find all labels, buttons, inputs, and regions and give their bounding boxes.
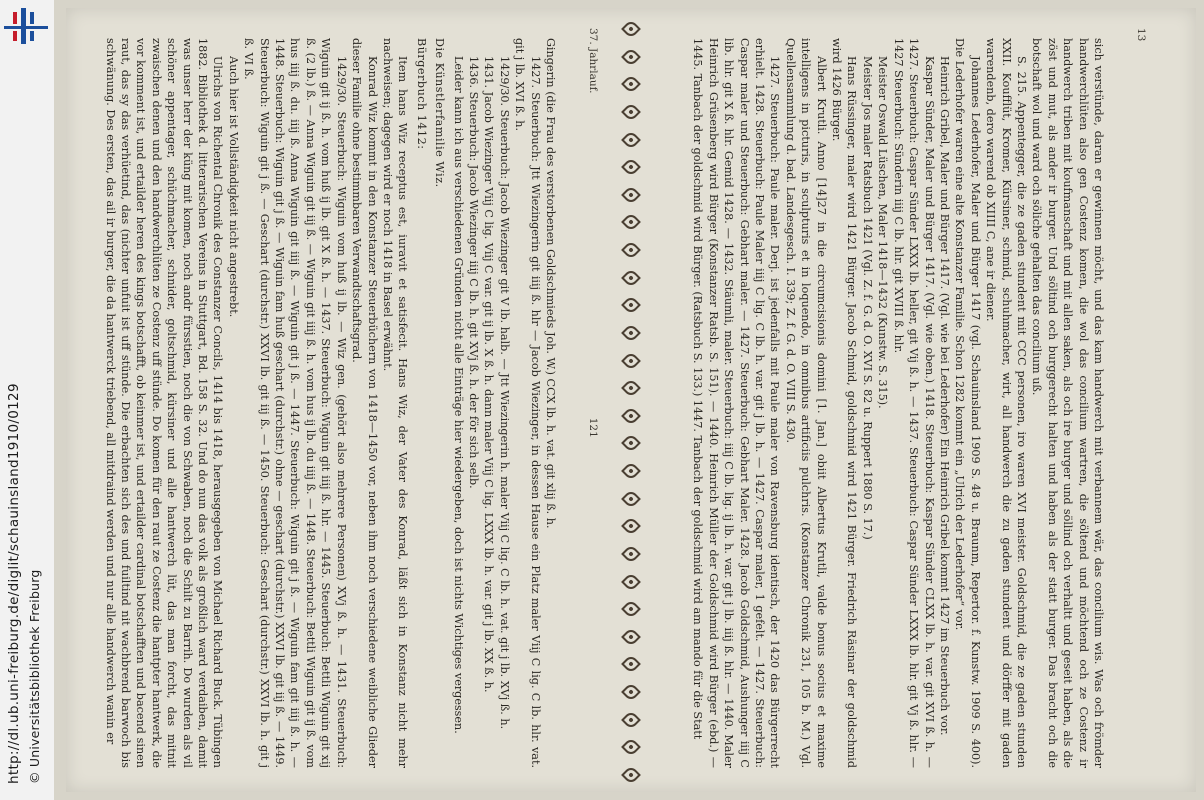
copyright-text: © Universitätsbibliothek Freiburg bbox=[27, 569, 42, 784]
paragraph: Konrad Wiz kommt in den Konstanzer Steuerbüchern von 1418—1450 vor, neben ihm noch verschiedene weibliche Glieder dieser Familie ohne bestimmbaren Verwandtschaftsgrad. bbox=[350, 38, 379, 768]
ornament-icon bbox=[621, 323, 641, 343]
ornament-icon bbox=[621, 572, 641, 592]
university-logo-icon bbox=[4, 6, 48, 50]
ornament-icon bbox=[621, 544, 641, 564]
right-page-number: 13 bbox=[1134, 28, 1147, 42]
subheading: Bürgerbuch 1412: bbox=[414, 38, 428, 150]
right-page-header bbox=[1118, 8, 1162, 792]
paragraph: Albert Krutli. Anno [14]27 in die circumcisionis domini [1. Jan.] obiit Albertus Krutli, valde bonus socius et maxime intelligens in picturis, in sculpturis et in loquendo, in omnibus artificiis pulchris. (Konstanzer Chronik 231, 105 b. M.) Vgl. Quellensammlung d. bad. Landesgesch. I. 339; Z. f. G. d. O. VIII S. 430. bbox=[783, 38, 828, 768]
ornament-icon bbox=[621, 157, 641, 177]
ornament-icon bbox=[621, 654, 641, 674]
paragraph: sich verstünde, daran er gewinnen möcht, und das kam handwerch mit verbannem wär, das concilium wis. Was och frömder handwerchlüten also gen Costenz komen, die wol das concilium wartren, die söltend und möchtend och ze Costenz ir handwerch triben mit koufmanschaft und mit allen saken, als och ire burger und söllind och verhaltt und geseit haben, als die zöst und mut, als ander ir burger. Und söltind och burggerecht halten und haben als der statt burger. Das bracht och die botschaft wol und ward och söliche gehalten das concilium uß. bbox=[1030, 38, 1105, 768]
ornament-icon bbox=[621, 378, 641, 398]
ornament-icon bbox=[621, 185, 641, 205]
ornament-icon bbox=[621, 102, 641, 122]
ornament-icon bbox=[621, 406, 641, 426]
right-page-rotated-content bbox=[690, 8, 1162, 792]
paragraph: 1429/30. Steuerbuch: Jacob Wiezinger git V lb. halb. — Jtt Wiezingerin h. maler Viij C lig. C lb. h. vat. git j lb. XVj ß. h. bbox=[497, 56, 511, 730]
paragraph: Leider kann ich aus verschiedenen Gründen nicht alle Einträge hier wiedergeben, doch ist nichts Wichtiges vergessen. bbox=[451, 56, 465, 734]
paragraph: Auch hier ist Vollständigkeit nicht angestrebt. bbox=[226, 56, 240, 318]
left-page-header bbox=[570, 8, 614, 792]
paragraph: Gingerin (die Frau des verstorbenen Goldschmieds Joh. W.) CCX lb. h. vat. git xlij ß. h. bbox=[544, 38, 557, 529]
source-url-link[interactable]: http://dl.ub.uni-freiburg.de/diglit/schauinsland1910/0129 bbox=[6, 383, 22, 784]
paragraph: Meister Oswald Lüschen, Maler 1418—1432 (Kunstw. S. 315). bbox=[876, 56, 890, 409]
ornament-icon bbox=[621, 47, 641, 67]
ornament-icon bbox=[621, 737, 641, 757]
left-page-number: 121 bbox=[586, 417, 599, 438]
section-heading: Die Künstlerfamilie Wiz. bbox=[433, 38, 447, 188]
left-page-rotated-content bbox=[102, 8, 614, 792]
paragraph: Heinrich Gribel, Maler und Bürger 1417. (Vgl. wie bei Lederhofer) Ein Heinrich Gribel kommt 1427 im Steuerbuch vor. bbox=[937, 56, 951, 736]
left-page-text bbox=[102, 8, 570, 792]
ornament-icon bbox=[621, 489, 641, 509]
ornament-icon bbox=[621, 295, 641, 315]
paragraph: Hans Rüssinger, maler wird 1421 Bürger. Jacob Schmid, goldschmid wird 1421 Bürger. Friedrich Räsinar der goldschmid wird 1426 Bürger. bbox=[830, 38, 859, 768]
ornament-icon bbox=[621, 710, 641, 730]
ornament-icon bbox=[621, 130, 641, 150]
ornament-icon bbox=[621, 74, 641, 94]
ornament-icon bbox=[621, 516, 641, 536]
paragraph: Kaspar Sünder, Maler und Bürger 1417. (Vgl. wie oben.) 1418. Steuerbuch: Kaspar Sünder CLXX lb. h. var. git XVI ß. h. — 1427. Steuerbuch: Caspar Sünder LXXX lb. heller, git Vij ß. h. — 1437. Steuerbuch: Caspar Sünder LXXX lb. hlr. git Vj ß. hlr. — 1427 Steuerbuch: Sünderin iiij C lb. hlr. git XVIII ß. hlr. bbox=[891, 38, 936, 768]
left-page bbox=[102, 8, 614, 792]
ornament-icon bbox=[621, 433, 641, 453]
ornament-icon bbox=[621, 599, 641, 619]
ornament-icon bbox=[621, 240, 641, 260]
ornament-icon bbox=[621, 268, 641, 288]
ornament-icon bbox=[621, 212, 641, 232]
ornament-icon bbox=[621, 627, 641, 647]
ornament-icon bbox=[621, 765, 641, 785]
paragraph: 1431. Jacob Wiezinger Viij C lig. Viij C var. git ij lb. X ß. h. dann maler Viij C lig. LXXX lb. h. var. git j lb. XX ß. h. bbox=[482, 56, 496, 693]
right-page-text bbox=[690, 8, 1118, 792]
ornamental-gutter-border bbox=[620, 22, 642, 782]
ornament-icon bbox=[621, 461, 641, 481]
paragraph: Ulrichs von Richental Chronik des Constanzer Concils, 1414 bis 1418, herausgegeben von Michael Richard Buck. Tübingen 1882. Bibliothek d. litterarischen Vereins in Stuttgart, Bd. 158 S. 32. Und do nun das volk als großlich ward verdaiben, damit was unser herr der küng mit komen, noch andr fürsstien, noch die von Schwaben, noch die Schilt zu Barrih. Do wurden als vil schöner appentager, schüchmacher, schnider, goltschmid, kürsiner und alle hantwerch lüt, das man forcht, das mitnit zwaischen denen und den handwerchlüten ze Costenz uff stünde. Do komen für den raut ze Costenz die hantpter hantwerk, die vor komment ist, und ertailder heren des kings botschafft, ob keinmer ist, und ertailder cardinal botschafften und bacend sinen raut, das sy das verhüetind, das (nichter unfuit ist uff stünde. Die erbachten sich des und fuiltind nit wachbrend barwoch bis schwänung. Des ersten, das ail ir burger, die da hantwerck triebend, all mitdraind werden und nur alle handwerch wanin er bbox=[103, 38, 225, 768]
book-spread bbox=[66, 8, 1196, 792]
paragraph: 1427. Steuerbuch: Jtt Wiezingerin git iiij ß. hlr — Jacob Wiezinger, in dessen Hause ein Platz maler Viij C lig. C lb. hlr. vat. git j lb. XVI ß. h. bbox=[513, 38, 542, 768]
paragraph: S. 215. Appentegger, die ze gaden stundent mit CCC personen, iro waren XVI meister. Goldschmid, die ze gaden stunden XXII. Koufflüt, Kromer, Kürsiner, schmid, schuhmacher, wirt, all handwerch die zu gaden stundent und dörffer mit gaden warendenb, dero warend ob XIIII C, ane ir diener. bbox=[984, 38, 1028, 768]
ornament-icon bbox=[621, 19, 641, 39]
right-page bbox=[646, 8, 1162, 792]
paragraph: Meister Jos maler Ratsbuch 1421 (Vgl. Z. f. G. d. O. XVI S. 82 u. Ruppert 1880 S. 17.) bbox=[860, 56, 874, 540]
scan-viewport bbox=[54, 0, 1204, 800]
paragraph: 1427. Steuerbuch: Paule maler. Derj. ist jedenfalls mit Paule maler von Ravensburg identisch, der 1420 das Bürgerrecht erhielt. 1428. Steuerbuch: Paule Maler iiij C lig. C lb. h. var. git j lb. h. — 1427. Caspar maler, 1 gefelt. — 1427. Steuerbuch: Caspar maler und Steuerbuch: Gebhart maler. — 1427. Steuerbuch: Gebhart Maler. 1428. Jacob Goldschmid, Aushunger iiij C lib. hlr. git X ß. hlr. Gemid 1428. — 1432. Stäumli, maler. Steuerbuch: iiij C lb. lig. ij lb. h. var. git j lb. iiij ß. hlr. — 1440. Maler Heinrich Grüsenberg wird Bürger (Konstanzer Ratsb. S. 151). — 1440. Heinrich Müller der Goldschmid wird Bürger (ebd.) — 1445. Tanbach der goldschmid wird Bürger. (Ratsbuch S. 133.) 1447. Tanbach der goldschmid wird am mando für die Statt bbox=[691, 38, 782, 768]
viewer-sidebar bbox=[0, 0, 55, 800]
rotated-credit bbox=[6, 383, 42, 784]
paragraph: Johannes Lederhofer, Maler und Bürger 1417 (vgl. Schauinsland 1909 S. 48 u. Braunm, Repertor. f. Kunstw. 1909 S. 400). Die Lederhofer waren eine alte Konstanzer Familie. Schon 1282 kommt ein „Ulrich der Lederhofer“ vor. bbox=[953, 38, 982, 768]
paragraph: Item hans Wiz receptus est, iuravit et satisfecit. Hans Wiz, der Vater des Konrad, läßt sich in Konstanz nicht mehr nachweisen; dagegen wird er noch 1418 in Basel erwähnt. bbox=[380, 38, 410, 768]
paragraph: 1429/30. Steuerbuch: Wiguin vom huß ij lb. — Wiz gen. (gehört also mehrere Personen) XVj ß. h. — 1431. Steuerbuch: Wiguin git ij ß. h. vom huß ij lb. git X ß. h. — 1437. Steuerbuch: Wiguin git iiij ß. hlr. — 1445. Steuerbuch: Bettli Wiguin git xij ß. (2 lb.) ß. — Anna Wiguin git iij ß. — Wiguin git iiij ß. h. vom hus ij lb. du iiij ß. — 1448. Steuerbuch: Bettli Wiguin git ij ß. vom hus iiij ß. du. iiij ß. Anna Wiguin git iiij ß. — Wiguin git j ß. — 1447. Steuerbuch: Wiguin git j ß. — Wiguin fam git iiij ß. h. — 1448. Steuerbuch: Wiguin git j ß. — Wiguin fam huß geschart (durchstr.) ohne — geschart (durchstr.) XXVI lb. git iij ß. — 1449. Steuerbuch: Wiguin git j ß. — Geschart (durchstr.) XXVI lb. git iij ß. — 1450. Steuerbuch: Geschart (durchstr.) XXVI lb. h. git j ß. VI ß. bbox=[242, 38, 348, 768]
ornament-icon bbox=[621, 682, 641, 702]
ornament-icon bbox=[621, 351, 641, 371]
left-running-title: 37. Jahrlauf. bbox=[586, 28, 599, 94]
paragraph: 1436. Steuerbuch: Jacob Wiezinger iiij C lb. h. git XVj ß. h. der för sich selb. bbox=[466, 56, 480, 489]
